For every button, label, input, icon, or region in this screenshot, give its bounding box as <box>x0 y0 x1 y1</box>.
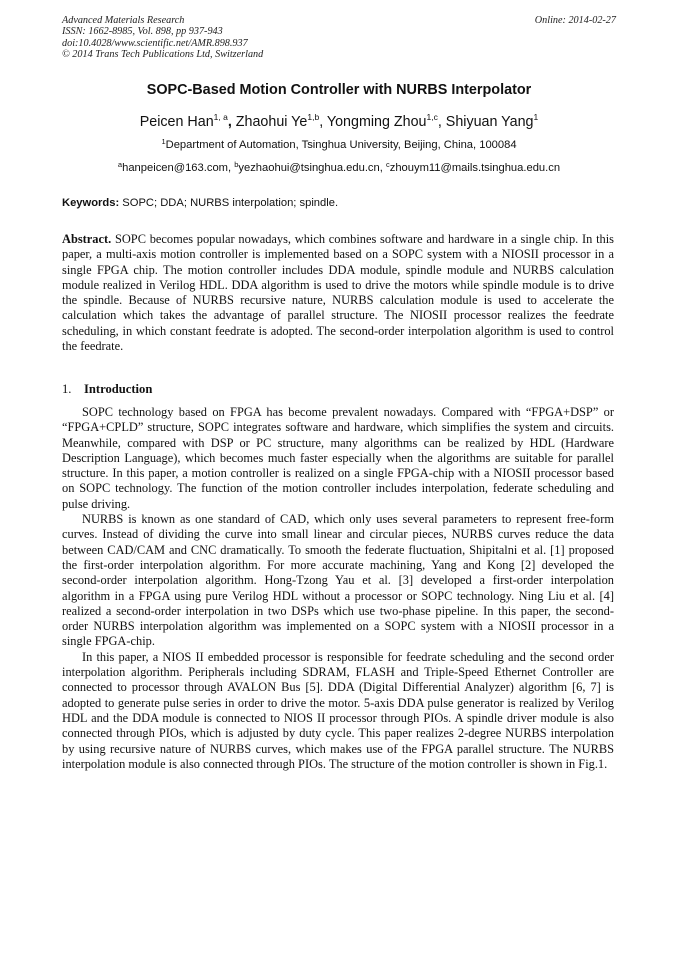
author-affiliation-mark: 1, a <box>213 112 228 122</box>
email-mark: a <box>117 160 123 169</box>
section-heading <box>62 382 152 397</box>
author-name: Yongming Zhou <box>326 114 427 130</box>
author-affiliation-mark: 1 <box>533 112 539 122</box>
keywords-label: Keywords: <box>62 197 120 209</box>
author-separator: , <box>319 114 327 130</box>
section-title: Introduction <box>84 382 153 396</box>
abstract <box>62 232 614 354</box>
author-name: Zhaohui Ye <box>235 114 308 130</box>
email-list <box>0 162 678 174</box>
affiliation-text: Department of Automation, Tsinghua University, Beijing, China, 100084 <box>165 139 517 151</box>
paragraph: NURBS is known as one standard of CAD, which only uses several parameters to represent free-form curves. Instead of dividing the curve into small linear and circular pieces, NURBS curves reduce the data between CAD/CAM and CNC dramatically. To smooth the federate fluctuation, Shipitalni et al. [1] proposed the first-order interpolation algorithm. For more accurate machining, Yang and Kong [2] developed the second-order interpolation algorithm. Hong-Tzong Yau et al. [3] developed a first-order interpolation algorithm in a FPGA using pure Verilog HDL without a processor or SOPC technology. Ning Liu et al. [4] realized a second-order interpolation in two DSPs which use two-phase pipeline. In this paper, the second-order NURBS interpolation algorithm was implemented on a SOPC system with a NIOSII processor in a single FPGA-chip. <box>62 512 614 649</box>
journal-copyright: © 2014 Trans Tech Publications Ltd, Switzerland <box>62 48 264 60</box>
author-name: Shiyuan Yang <box>445 114 534 130</box>
introduction-body <box>62 405 614 772</box>
author-affiliation-mark: 1,b <box>307 112 320 122</box>
author-affiliation-mark: 1,c <box>426 112 438 122</box>
paper-title: SOPC-Based Motion Controller with NURBS Interpolator <box>146 82 532 98</box>
email-link[interactable]: zhouym11@mails.tsinghua.edu.cn <box>389 162 561 174</box>
email-mark: b <box>234 160 239 169</box>
author-separator: , <box>227 114 236 130</box>
online-date: Online: 2014-02-27 <box>534 15 616 26</box>
affiliation <box>0 139 678 151</box>
keywords <box>62 197 338 209</box>
author-separator: , <box>437 114 446 130</box>
abstract-label: Abstract. <box>62 232 112 246</box>
email-mark: c <box>385 160 390 169</box>
journal-header <box>62 15 263 60</box>
section-number: 1. <box>62 382 72 396</box>
abstract-text: SOPC becomes popular nowadays, which combines software and hardware in a single chip. In this paper, a multi-axis motion controller is implemented based on a SOPC system with a NIOSII processor in a single FPGA chip. The motion controller includes DDA module, spindle module and NURBS calculation module realized in Verilog HDL. DDA algorithm is used to drive the motors while spindle module is to drive the spindle. Because of NURBS recursive nature, NURBS calculation module is used to accelerate the calculation which takes the advantage of parallel structure. The NIOSII processor realizes the feedrate scheduling, in which constant feedrate is adopted. The second-order interpolation algorithm is used to control the feedrate. <box>62 232 614 354</box>
journal-doi: doi:10.4028/www.scientific.net/AMR.898.937 <box>62 37 248 49</box>
keywords-text: SOPC; DDA; NURBS interpolation; spindle. <box>119 197 339 209</box>
affiliation-mark: 1 <box>161 137 166 146</box>
paragraph: SOPC technology based on FPGA has become prevalent nowadays. Compared with “FPGA+DSP” or “FPGA+CPLD” structure, SOPC integrates software and hardware, which simplifies the system and circuits. Meanwhile, compared with DSP or PC structure, many algorithms can be realized by HDL (Hardware Description Language), which becomes much faster especially when the algorithms are suitable for parallel structure. In this paper, a motion controller is realized on a single FPGA-chip with a NIOSII processor based on SOPC technology. The function of the motion controller includes interpolation, federate scheduling and pulse driving. <box>62 405 614 511</box>
email-link[interactable]: hanpeicen@163.com, <box>122 162 235 174</box>
author-name: Peicen Han <box>139 114 214 130</box>
paragraph: In this paper, a NIOS II embedded processor is responsible for feedrate scheduling and the second order interpolation algorithm. Peripherals including SDRAM, FLASH and Triple-Speed Ethernet Controller are connected to processor through AVALON Bus [5]. DDA (Digital Differential Analyzer) algorithm [6, 7] is adopted to generate pulse series in order to drive the motor. 5-axis DDA pulse generator is realized by Verilog HDL and the DDA module is connected to NIOS II processor through PIOs. A spindle driver module is also connected through PIOs, which is adjusted by duty cycle. This paper realizes 2-degree NURBS interpolation by using recursive nature of NURBS curves, which makes use of the FPGA parallel structure. The NURBS interpolation module is also connected through PIOs. The structure of the motion controller is shown in Fig.1. <box>62 649 614 771</box>
journal-name: Advanced Materials Research <box>62 15 185 26</box>
author-list <box>0 114 678 130</box>
email-link[interactable]: yezhaohui@tsinghua.edu.cn, <box>238 162 386 174</box>
journal-issn: ISSN: 1662-8985, Vol. 898, pp 937-943 <box>62 26 223 38</box>
